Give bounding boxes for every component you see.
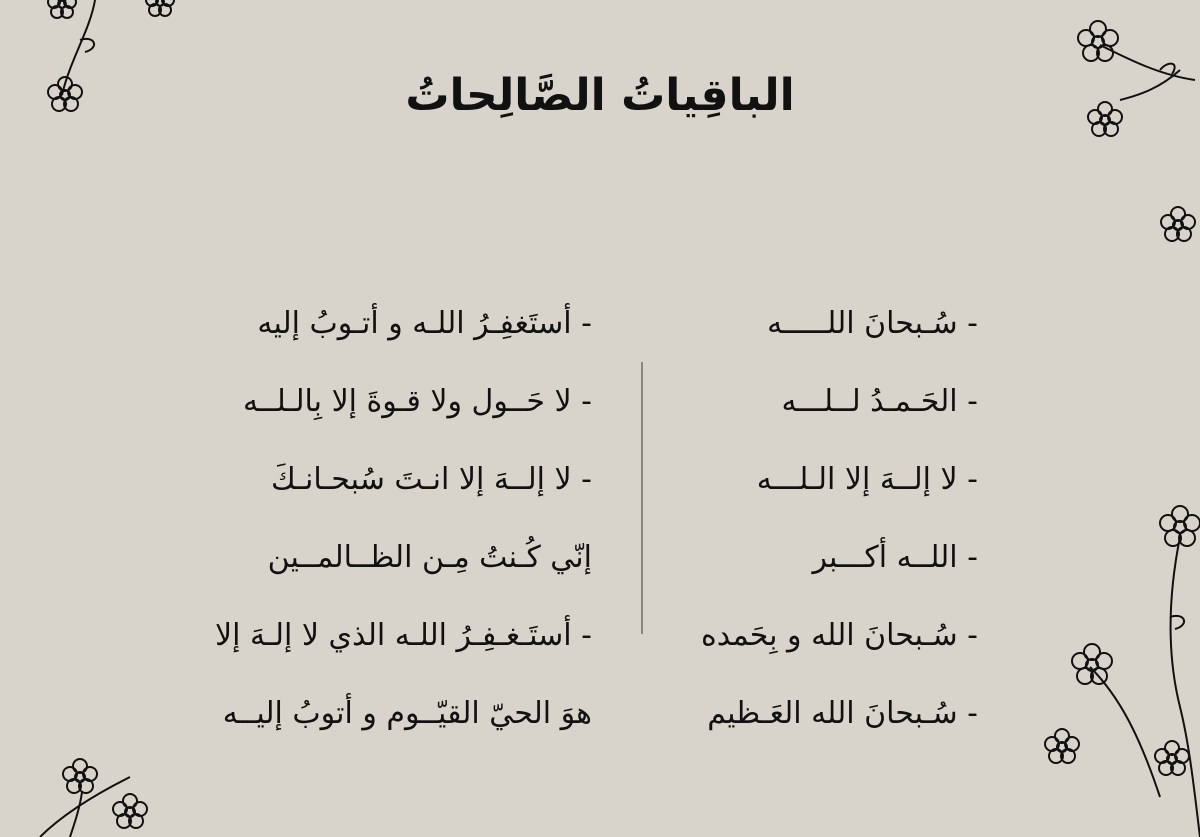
column-divider [641, 362, 643, 634]
dhikr-line: - أستَـغـفِـرُ اللـه الذي لا إلـهَ إلا [214, 618, 592, 653]
dhikr-line: - أستَغفِـرُ اللـه و أتـوبُ إليه [257, 306, 592, 341]
flower-icon [113, 794, 147, 828]
flower-icon [1161, 207, 1195, 241]
flower-icon [1155, 741, 1189, 775]
stem-icon [1090, 667, 1160, 797]
dhikr-line: - الحَـمـدُ لــلـــه [781, 384, 978, 419]
dhikr-line: - سُـبحانَ الله العَـظيم [707, 696, 978, 731]
dhikr-line: - لا إلــهَ إلا انـتَ سُبحـانـكَ [270, 462, 592, 497]
dhikr-column-left [215, 285, 592, 753]
flower-icon [63, 759, 97, 793]
dhikr-line: - سُـبحانَ الله و بِحَمده [701, 618, 978, 653]
dhikr-line: هوَ الحيّ القيّــوم و أتوبُ إليــه [222, 696, 592, 731]
stem-icon [1171, 537, 1200, 837]
flower-icon [1160, 506, 1200, 546]
floral-corner-bottom-left [0, 737, 170, 837]
dhikr-line: إنّي كُـنتُ مِـن الظــالمــين [267, 540, 592, 575]
floral-corner-top-left [0, 0, 200, 130]
flower-icon [48, 0, 76, 18]
flower-icon [1088, 102, 1122, 136]
flower-icon [1078, 21, 1118, 61]
dhikr-column-right [701, 285, 978, 753]
stem-icon [1100, 45, 1195, 80]
leaf-icon [1170, 616, 1184, 629]
dhikr-line: - اللــه أكـــبر [812, 540, 978, 575]
flower-icon [1072, 644, 1112, 684]
dhikr-line: - سُـبحانَ اللـــــه [767, 306, 978, 341]
stem-icon [62, 0, 95, 95]
stem-icon [70, 792, 82, 837]
floral-corner-top-right [1060, 0, 1200, 260]
floral-corner-bottom-right [1030, 497, 1200, 837]
flower-icon [1045, 729, 1079, 763]
flower-icon [146, 0, 174, 16]
page-title: الباقِياتُ الصَّالِحاتُ [405, 70, 795, 121]
dhikr-line: - لا إلــهَ إلا الـلـــه [756, 462, 978, 497]
dhikr-line: - لا حَــول ولا قـوةَ إلا بِالـلــه [243, 384, 592, 419]
stem-icon [40, 777, 130, 837]
